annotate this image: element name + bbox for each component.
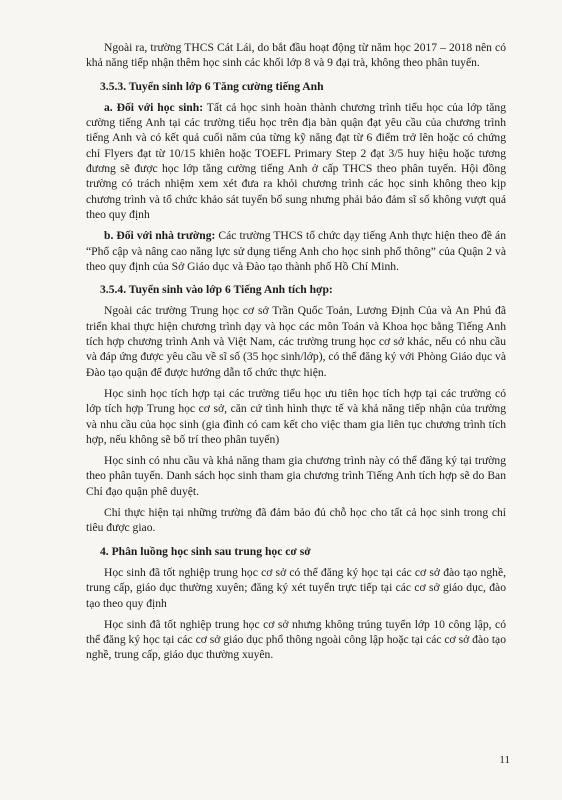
students-lead: a. Đối với học sinh:	[104, 100, 204, 114]
schools-lead: b. Đối với nhà trường:	[104, 229, 216, 243]
students-text: Tất cả học sinh hoàn thành chương trình tiểu học của lớp tăng cường tiếng Anh tại các trường tiểu học trên địa bàn quận đạt yêu cầu của chương trình tiếng Anh và có kết quả cuối năm của từng kỹ năng đạt từ 6 điểm trở lên hoặc có chứng chỉ Flyers đạt từ 10/15 khiên hoặc TOEFL Primary Step 2 đạt 3/5 huy hiệu hoặc tương đương sẽ được học lớp tăng cường tiếng Anh ở cấp THCS theo phân tuyến. Hội đồng trường có trách nhiệm xem xét đưa ra khỏi chương trình các học sinh không theo kịp chương trình và tổ chức khảo sát tuyển bổ sung nhưng phải bảo đảm sĩ số không vượt quá theo quy định	[86, 100, 506, 221]
section-354-paragraph-1: Ngoài các trường Trung học cơ sở Trần Quốc Toản, Lương Định Của và An Phú đã triển khai thực hiện chương trình dạy và học các môn Toán và Khoa học bằng Tiếng Anh tích hợp chương trình Anh và Việt Nam, các trường trung học cơ sở khác, nếu có nhu cầu và đáp ứng được yêu cầu về sĩ số (35 học sinh/lớp), có thể đăng ký với Phòng Giáo dục và Đào tạo quận để được hướng dẫn tổ chức thực hiện.	[86, 304, 506, 379]
section-354-paragraph-3: Học sinh có nhu cầu và khả năng tham gia chương trình này có thể đăng ký tại trường theo phân tuyến. Danh sách học sinh tham gia chương trình Tiếng Anh tích hợp sẽ do Ban Chỉ đạo quận phê duyệt.	[86, 454, 506, 498]
section-354-heading: 3.5.4. Tuyển sinh vào lớp 6 Tiếng Anh tích hợp:	[100, 283, 333, 297]
section-354-paragraph-4: Chỉ thực hiện tại những trường đã đảm bảo đủ chỗ học cho tất cả học sinh trong chỉ tiêu được giao.	[86, 506, 506, 535]
page-body	[86, 40, 506, 669]
intro-paragraph: Ngoài ra, trường THCS Cát Lái, do bắt đầu hoạt động từ năm học 2017 – 2018 nên có khả năng tiếp nhận thêm học sinh các khối lớp 8 và 9 đại trà, không theo phân tuyến.	[86, 41, 506, 70]
section-4-heading: 4. Phân luồng học sinh sau trung học cơ sở	[100, 544, 311, 558]
schools-text: Các trường THCS tổ chức dạy tiếng Anh thực hiện theo đề án “Phổ cập và nâng cao năng lực sử dụng tiếng Anh cho học sinh phổ thông” của Quận 2 và theo quy định của Sở Giáo dục và Đào tạo thành phố Hồ Chí Minh.	[86, 229, 506, 273]
section-4-paragraph-1: Học sinh đã tốt nghiệp trung học cơ sở có thể đăng ký học tại các cơ sở đào tạo nghề, trung cấp, giáo dục thường xuyên; đăng ký xét tuyển trực tiếp tại các cơ sở giáo dục, đào tạo theo quy định	[86, 565, 506, 610]
section-4-paragraph-2: Học sinh đã tốt nghiệp trung học cơ sở nhưng không trúng tuyển lớp 10 công lập, có thể đăng ký học tại các cơ sở giáo dục phổ thông ngoài công lập hoặc tại các cơ sở đào tạo nghề, trung cấp, giáo dục thường xuyên.	[86, 617, 506, 662]
page-number: 11	[499, 754, 510, 766]
section-353-heading: 3.5.3. Tuyển sinh lớp 6 Tăng cường tiếng Anh	[100, 79, 324, 93]
section-354-paragraph-2: Học sinh học tích hợp tại các trường tiểu học ưu tiên học tích hợp tại các trường có lớp tích hợp Trung học cơ sở, căn cứ tình hình thực tế và khả năng tiếp nhận của trường và nhu cầu của học sinh (gia đình có cam kết cho việc tham gia liên tục chương trình tích hợp, nếu không sẽ bố trí theo phân tuyến)	[86, 386, 506, 446]
section-353-schools-paragraph	[86, 228, 506, 274]
section-353-students-paragraph	[86, 100, 506, 222]
